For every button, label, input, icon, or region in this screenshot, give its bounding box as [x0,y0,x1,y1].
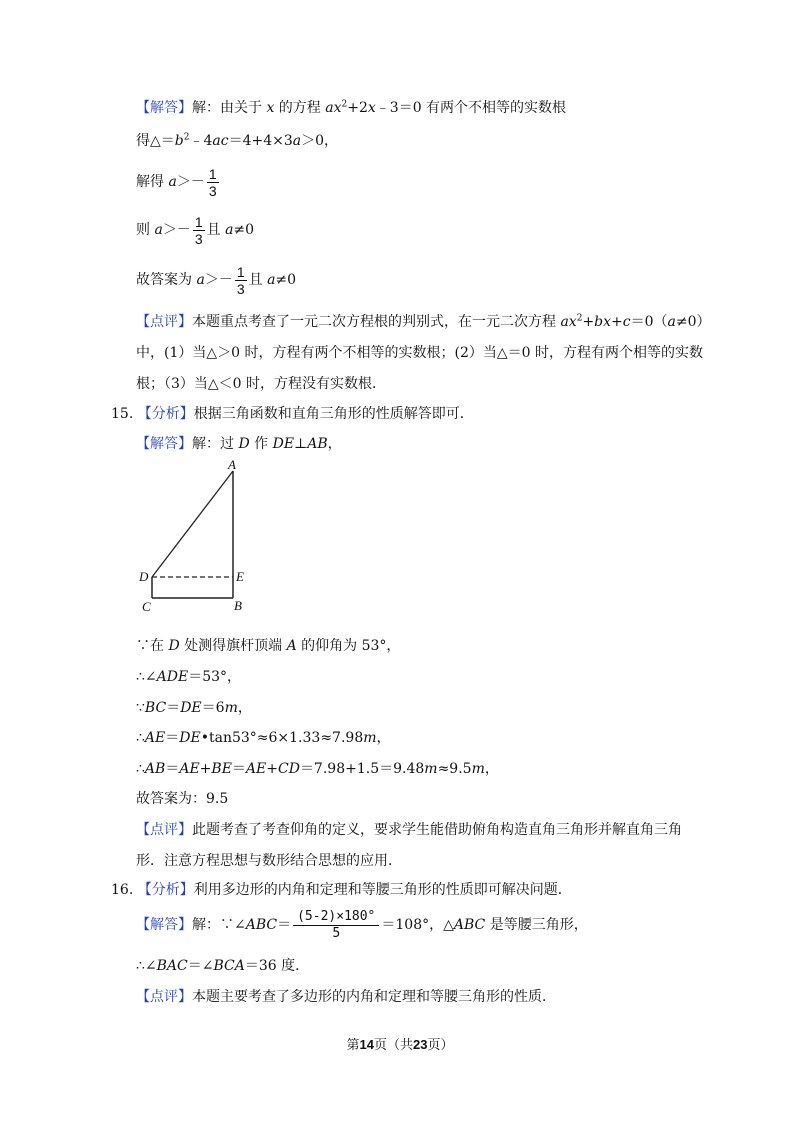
q15-step1: ∵在 D 处测得旗杆顶端 A 的仰角为 53°， [136,638,401,654]
q16-comment-line: 【点评】本题主要考查了多边形的内角和定理和等腰三角形的性质． [136,989,556,1005]
answer-tag: 【解答】 [136,917,192,933]
q15-answer-line1: 【解答】解：过 D 作 DE⊥AB， [136,436,342,452]
q15-comment-line1: 【点评】此题考查了考查仰角的定义，要求学生能借助俯角构造直角三角形并解直角三角 [136,822,682,838]
label-E: E [236,569,244,584]
question-number: 15. [111,406,134,422]
q14-comment-line2: 中，(1）当△＞0 时，方程有两个不相等的实数根；(2）当△＝0 时，方程有两个相等的实数 [136,345,703,361]
q15-comment-line2: 形．注意方程思想与数形结合思想的应用． [136,853,402,869]
label-A: A [228,457,236,472]
q14-answer-line1: 【解答】解：由关于 x 的方程 $ax^2+2x﹣3=0$ 有两个不相等的实数根 [136,99,567,116]
label-B: B [234,598,242,613]
comment-tag: 【点评】 [136,822,192,838]
q16-analysis-line: 16. 【分析】利用多边形的内角和定理和等腰三角形的性质即可解决问题． [111,882,572,898]
page-footer: 第14页（共23页） [346,1037,454,1053]
answer-tag: 【解答】 [136,100,192,116]
q14-comment-line3: 根；（3）当△＜0 时，方程没有实数根． [136,376,387,392]
comment-tag: 【点评】 [136,314,192,330]
q15-step4: ∴AE＝DE•tan53°≈6×1.33≈7.98m， [136,730,391,746]
page-number: 14 [359,1037,374,1052]
fraction-one-third: $\frac{1}{3}$ [208,165,217,199]
comment-tag: 【点评】 [136,989,192,1005]
q16-answer-line2: ∴∠BAC＝∠BCA＝36 度． [136,958,310,974]
page-total: 23 [413,1037,428,1052]
label-C: C [142,599,151,614]
line-DA [152,471,233,577]
fraction-interior-angle: $\frac{(5-2)\times 180^\circ}{5}$ [293,909,379,942]
q16-answer-line1: 【解答】解：∵∠ABC＝ $\frac{(5-2)\times 180^\circ}{5}$ ＝108°，△ABC 是等腰三角形， [136,908,588,941]
flagpole-figure [130,455,260,615]
fraction-one-third: $\frac{1}{3}$ [236,263,245,297]
fraction-one-third: $\frac{1}{3}$ [194,213,203,247]
q15-step2: ∴∠ADE＝53°， [136,669,242,685]
q15-analysis-line: 15. 【分析】根据三角函数和直角三角形的性质解答即可． [111,406,474,422]
q14-final-line: 故答案为 a＞－ $\frac{1}{3}$ 且 a≠0 [136,263,297,297]
label-D: D [139,569,149,584]
answer-tag: 【解答】 [136,436,192,452]
q14-then-line: 则 a＞－ $\frac{1}{3}$ 且 a≠0 [136,213,255,247]
q15-step5: ∴AB＝AE+BE＝AE+CD＝7.98+1.5＝9.48m≈9.5m， [136,761,499,777]
question-number: 16. [111,882,134,898]
analysis-tag: 【分析】 [137,406,194,422]
q14-comment-line1: 【点评】本题重点考查了一元二次方程根的判别式，在一元二次方程 $ax^2+bx+c=0(a\ne 0)$ [136,313,711,330]
q15-final-answer: 故答案为：9.5 [136,791,229,807]
q14-discriminant-line: 得$\triangle=b^2﹣4ac=4+4\times 3a>0$， [136,132,339,149]
analysis-tag: 【分析】 [137,882,194,898]
q14-solve-line: 解得 a＞－ $\frac{1}{3}$ [136,165,217,199]
q15-step3: ∵BC＝DE＝6m， [136,700,252,716]
